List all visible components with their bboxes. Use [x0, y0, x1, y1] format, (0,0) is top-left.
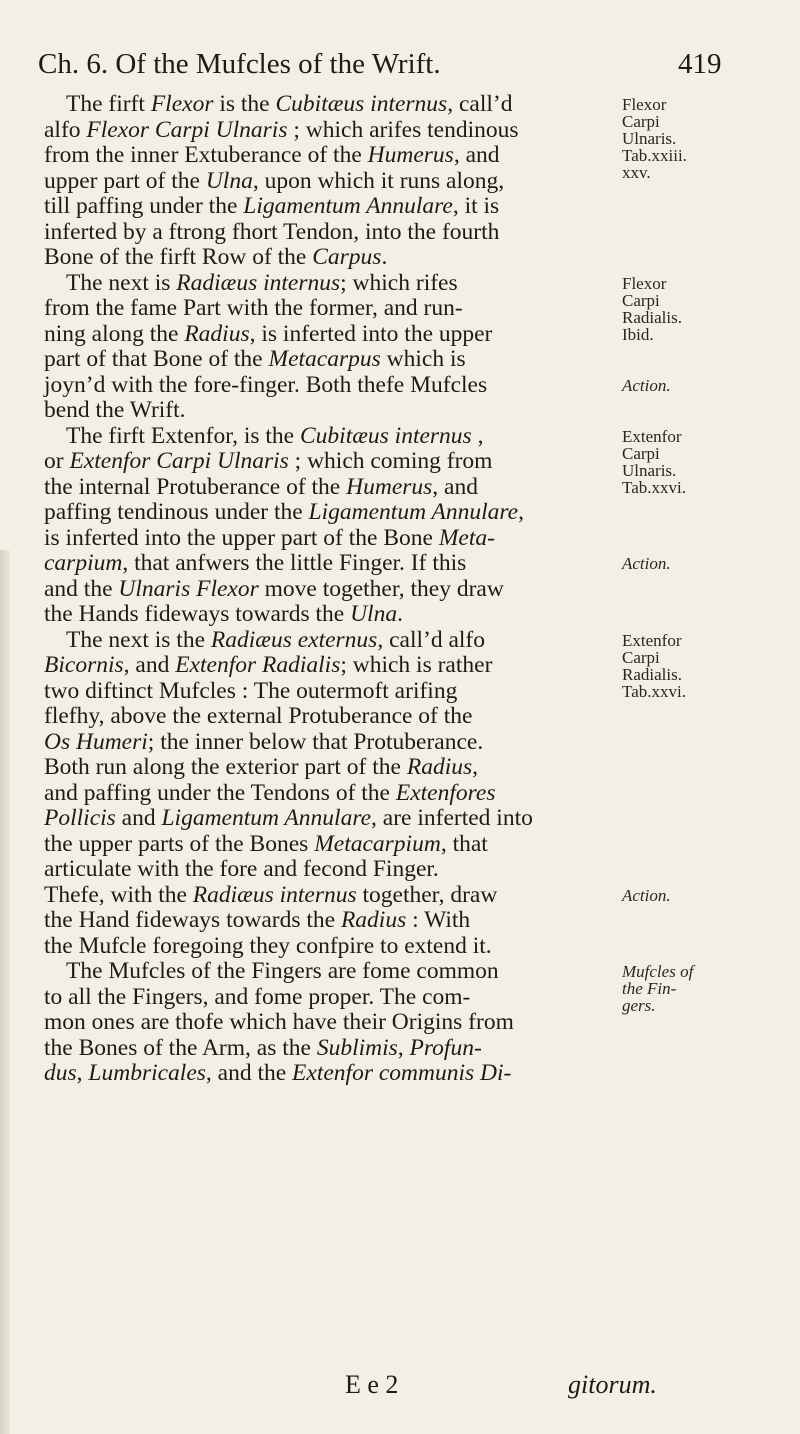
margin-note-line: Radialis.: [622, 307, 682, 327]
text-line: the Bones of the Arm, as the Sublimis, Profun-: [44, 1034, 482, 1061]
body-text: [44, 92, 704, 1087]
margin-note-line: gers.: [622, 996, 656, 1015]
text-line: alfo Flexor Carpi Ulnaris ; which arifes tendinous: [44, 116, 519, 143]
margin-note-line: Tab.xxvi.: [622, 681, 686, 701]
page-edge-shadow: [0, 550, 10, 1434]
text-line: Both run along the exterior part of the Radius,: [44, 754, 478, 780]
signature-mark: E e 2: [345, 1370, 399, 1399]
text-line: Os Humeri; the inner below that Protuberance.: [44, 728, 484, 755]
margin-note: [622, 887, 772, 904]
margin-note-line: Carpi: [622, 647, 660, 667]
text-line: the Hands fideways towards the Ulna.: [44, 601, 403, 627]
margin-note-line: Flexor: [622, 95, 667, 114]
margin-note: [622, 275, 772, 343]
chapter-label: Ch. 6.: [38, 48, 109, 80]
text-line: The next is Radiæus internus; which rifes: [66, 269, 458, 296]
text-line: paffing tendinous under the Ligamentum Annulare,: [44, 499, 524, 525]
margin-note-line: Tab.xxvi.: [622, 477, 686, 497]
margin-note-line: Action.: [622, 885, 671, 905]
text-line: till paffing under the Ligamentum Annulare, it is: [44, 193, 500, 219]
margin-note-line: Tab.xxiii.: [622, 146, 687, 165]
margin-note-line: Carpi: [622, 290, 660, 310]
text-line: articulate with the fore and fecond Finger.: [44, 856, 439, 882]
page-number: 419: [678, 48, 722, 80]
text-line: Bicornis, and Extenfor Radialis; which is rather: [44, 652, 493, 678]
text-line: the Mufcle foregoing they confpire to extend it.: [44, 932, 492, 959]
text-line: from the fame Part with the former, and run-: [44, 295, 463, 321]
text-line: to all the Fingers, and fome proper. The com-: [44, 983, 471, 1010]
text-line: Thefe, with the Radiæus internus together, draw: [44, 881, 498, 908]
margin-note-line: Flexor: [622, 273, 667, 293]
text-line: carpium, that anfwers the little Finger. If this: [44, 550, 467, 576]
margin-note-line: Action.: [622, 554, 671, 573]
margin-note-line: Extenfor: [622, 630, 682, 650]
margin-note-line: Action.: [622, 375, 671, 395]
text-line: ning along the Radius, is inferted into the upper: [44, 320, 493, 347]
text-line: from the inner Extuberance of the Humerus, and: [44, 142, 500, 168]
text-line: bend the Wrift.: [44, 397, 186, 423]
text-line: two diftinct Mufcles : The outermoft arifing: [44, 677, 458, 704]
text-line: upper part of the Ulna, upon which it runs along,: [44, 167, 505, 194]
margin-note-line: Carpi: [622, 443, 660, 463]
margin-note-line: Carpi: [622, 112, 660, 131]
text-line: Bone of the firft Row of the Carpus.: [44, 244, 388, 270]
text-line: inferted by a ftrong fhort Tendon, into the fourth: [44, 218, 500, 245]
text-line: part of that Bone of the Metacarpus which is: [44, 346, 466, 372]
text-line: The next is the Radiæus externus, call’d alfo: [66, 626, 485, 653]
page-footer: [0, 1370, 800, 1400]
margin-note-line: Radialis.: [622, 664, 682, 684]
running-title: Of the Mufcles of the Wrift.: [115, 48, 441, 80]
margin-note-line: Ulnaris.: [622, 460, 677, 480]
margin-note: [622, 963, 772, 1014]
catchword: gitorum.: [568, 1370, 657, 1399]
text-line: Pollicis and Ligamentum Annulare, are inferted into: [44, 805, 533, 831]
margin-note: [622, 377, 772, 394]
text-line: The Mufcles of the Fingers are fome common: [66, 958, 499, 984]
margin-note: [622, 428, 772, 496]
margin-note: [622, 632, 772, 700]
text-line: The firft Flexor is the Cubitæus internus, call’d: [66, 91, 513, 117]
margin-note-line: Ibid.: [622, 324, 654, 344]
margin-note: [622, 96, 772, 181]
margin-note-line: Mufcles of: [622, 962, 694, 981]
text-line: or Extenfor Carpi Ulnaris ; which coming from: [44, 448, 493, 474]
margin-note-line: the Fin-: [622, 979, 677, 998]
text-line: mon ones are thofe which have their Origins from: [44, 1009, 514, 1035]
text-line: joyn’d with the fore-finger. Both thefe Mufcles: [44, 371, 488, 398]
text-line: and paffing under the Tendons of the Extenfores: [44, 779, 496, 806]
text-line: the upper parts of the Bones Metacarpium, that: [44, 830, 488, 857]
margin-note-line: Ulnaris.: [622, 129, 677, 148]
text-line: the Hand fideways towards the Radius : With: [44, 907, 471, 933]
text-line: is inferted into the upper part of the Bone Meta-: [44, 524, 495, 551]
text-line: The firft Extenfor, is the Cubitæus internus ,: [66, 422, 484, 449]
text-line: and the Ulnaris Flexor move together, they draw: [44, 575, 504, 602]
text-line: dus, Lumbricales, and the Extenfor communis Di-: [44, 1060, 512, 1086]
text-line: the internal Protuberance of the Humerus, and: [44, 473, 478, 500]
text-line: flefhy, above the external Protuberance of the: [44, 703, 473, 729]
margin-note-line: Extenfor: [622, 426, 682, 446]
margin-note: [622, 555, 772, 572]
margin-note-line: xxv.: [622, 163, 651, 182]
running-header: [38, 44, 738, 84]
